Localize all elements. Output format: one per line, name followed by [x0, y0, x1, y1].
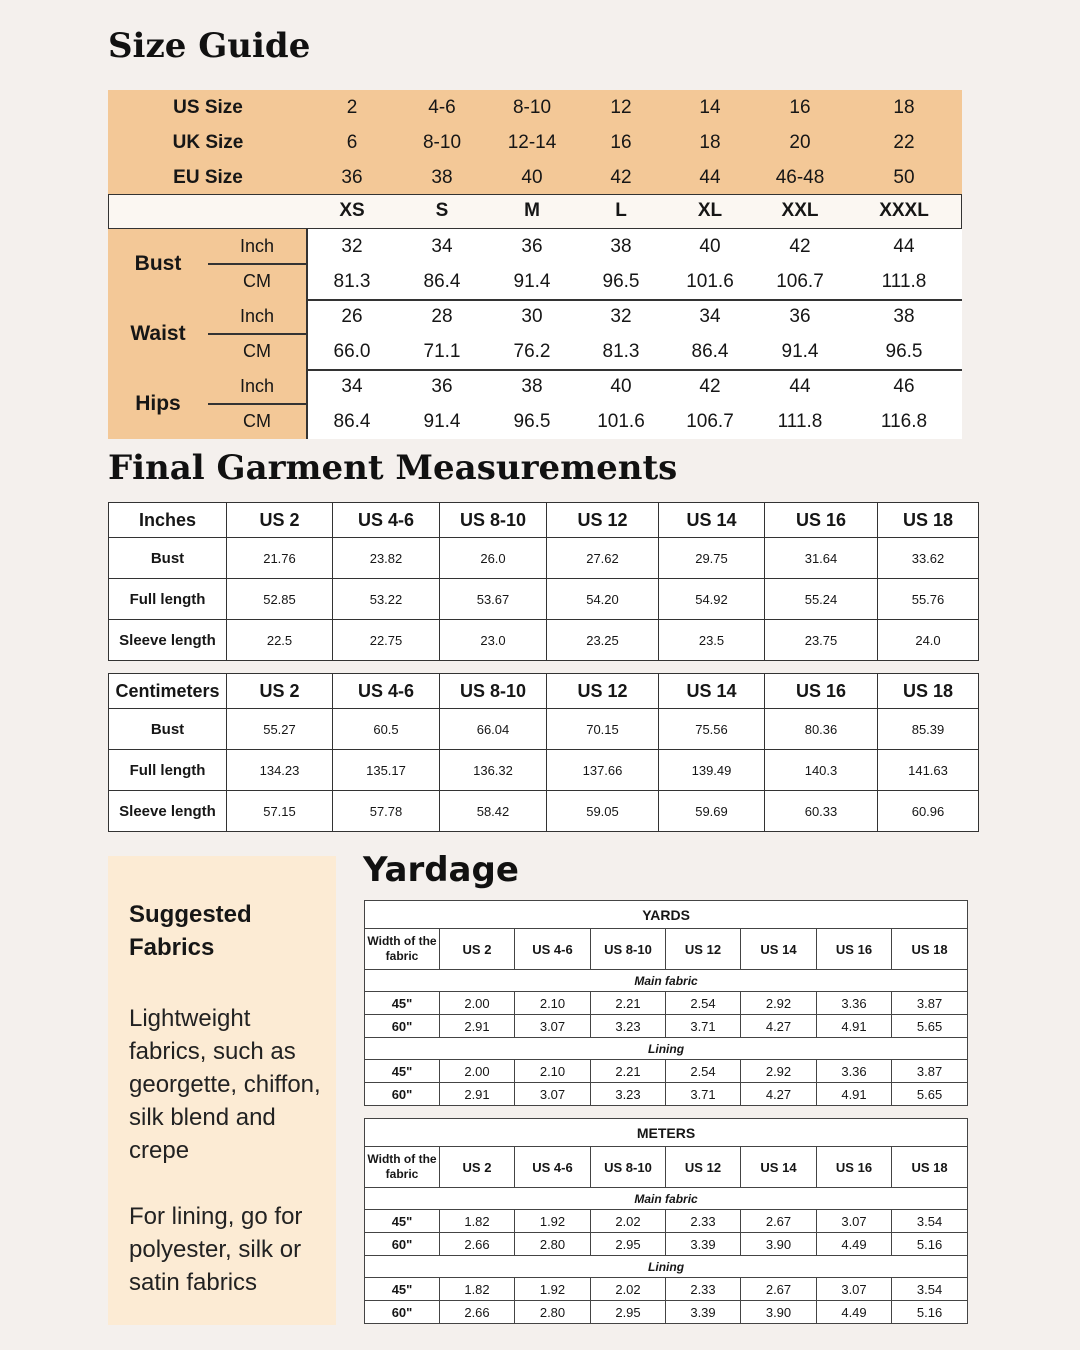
measure-value: 44	[893, 236, 915, 257]
table-cell: 27.62	[547, 538, 659, 579]
table-row	[365, 992, 968, 1015]
section-title: Lining	[365, 1038, 968, 1060]
table-row	[109, 709, 979, 750]
measure-value: 26	[341, 306, 363, 327]
table-cell: 1.82	[440, 1210, 515, 1233]
size-row	[108, 160, 962, 195]
size-column-header: US 4-6	[515, 929, 591, 970]
table-cell: 59.05	[547, 791, 659, 832]
table-cell: 5.16	[892, 1233, 968, 1256]
measure-value: 42	[789, 236, 811, 257]
table-cell: 3.54	[892, 1210, 968, 1233]
measure-value: 28	[431, 306, 453, 327]
size-cell: 12	[610, 97, 632, 118]
size-column-header: US 16	[765, 503, 878, 538]
table-cell: 22.5	[227, 620, 333, 661]
measure-value: 34	[699, 306, 721, 327]
table-cell: 3.36	[817, 1060, 892, 1083]
centimeters-table	[108, 673, 979, 832]
measure-value: 38	[610, 236, 632, 257]
measure-name: Waist	[130, 322, 186, 345]
table-cell: 59.69	[659, 791, 765, 832]
size-column-header: US 4-6	[515, 1147, 591, 1188]
table-cell: 3.23	[591, 1083, 666, 1106]
measure-value: 76.2	[513, 341, 551, 362]
size-cell: 2	[346, 97, 358, 118]
measure-value: 34	[431, 236, 453, 257]
measure-value: 42	[699, 376, 721, 397]
table-cell: 55.24	[765, 579, 878, 620]
lining-paragraph: For lining, go for polyester, silk or satin fabrics	[129, 1203, 303, 1296]
table-caption: YARDS	[365, 901, 968, 929]
yards-table	[364, 900, 968, 1106]
table-cell: 55.76	[878, 579, 979, 620]
measure-value: 96.5	[513, 411, 551, 432]
caption-row	[365, 901, 968, 929]
table-cell: 53.22	[333, 579, 440, 620]
size-guide-title: Size Guide	[108, 26, 311, 66]
measure-value: 36	[521, 236, 543, 257]
size-column-header: US 2	[227, 503, 333, 538]
table-cell: 2.80	[515, 1301, 591, 1324]
measure-value: 44	[789, 376, 811, 397]
table-cell: 26.0	[440, 538, 547, 579]
table-row	[109, 791, 979, 832]
row-label: Full length	[109, 750, 227, 791]
size-cell: 42	[610, 167, 632, 188]
table-cell: 52.85	[227, 579, 333, 620]
size-cell: 38	[431, 167, 453, 188]
size-column-header: US 16	[765, 674, 878, 709]
measure-value: 40	[610, 376, 632, 397]
size-column-header: US 18	[892, 929, 968, 970]
size-cell: 44	[699, 167, 721, 188]
suggested-fabrics-heading: Suggested Fabrics	[129, 901, 252, 961]
size-cell: 18	[893, 97, 915, 118]
table-cell: 2.33	[666, 1278, 741, 1301]
size-row	[108, 125, 962, 160]
measure-value: 111.8	[777, 411, 823, 432]
table-cell: 23.75	[765, 620, 878, 661]
table-cell: 2.95	[591, 1301, 666, 1324]
table-cell: 23.82	[333, 538, 440, 579]
table-cell: 3.07	[515, 1015, 591, 1038]
size-cell: 16	[789, 97, 811, 118]
size-column-header: US 8-10	[440, 674, 547, 709]
table-cell: 60.96	[878, 791, 979, 832]
table-cell: 2.21	[591, 992, 666, 1015]
table-cell: 2.92	[741, 992, 817, 1015]
letter-size-cell: XS	[339, 200, 365, 221]
table-row	[365, 1210, 968, 1233]
size-column-header: US 14	[741, 929, 817, 970]
table-row	[109, 750, 979, 791]
measure-value: 38	[521, 376, 543, 397]
size-column-header: US 14	[659, 674, 765, 709]
measure-label-block	[108, 369, 306, 439]
table-row	[365, 1301, 968, 1324]
size-column-header: US 8-10	[440, 503, 547, 538]
size-column-header: US 16	[817, 929, 892, 970]
table-cell: 29.75	[659, 538, 765, 579]
fabric-width-label: 60"	[365, 1233, 440, 1256]
letter-size-row	[108, 194, 962, 229]
size-cell: 22	[893, 132, 915, 153]
table-cell: 3.23	[591, 1015, 666, 1038]
table-cell: 2.10	[515, 1060, 591, 1083]
size-guide-table	[108, 90, 962, 439]
table-cell: 23.0	[440, 620, 547, 661]
unit-cm-label: CM	[243, 341, 271, 361]
table-cell: 2.91	[440, 1015, 515, 1038]
table-cell: 3.07	[817, 1210, 892, 1233]
table-cell: 5.65	[892, 1015, 968, 1038]
table-cell: 57.78	[333, 791, 440, 832]
measure-value: 32	[341, 236, 363, 257]
table-cell: 3.71	[666, 1083, 741, 1106]
measure-value: 40	[699, 236, 721, 257]
size-cell: 46-48	[775, 167, 825, 188]
table-row	[109, 538, 979, 579]
table-row	[365, 1278, 968, 1301]
measure-value: 86.4	[691, 341, 729, 362]
letter-size-cell: L	[615, 200, 627, 221]
table-row	[109, 620, 979, 661]
yardage-title: Yardage	[363, 850, 519, 890]
measure-value: 101.6	[686, 271, 734, 292]
unit-cm-label: CM	[243, 411, 271, 431]
table-cell: 24.0	[878, 620, 979, 661]
size-column-header: US 16	[817, 1147, 892, 1188]
fabric-width-label: 45"	[365, 992, 440, 1015]
row-label: Bust	[109, 709, 227, 750]
table-cell: 4.27	[741, 1083, 817, 1106]
size-cell: 40	[521, 167, 543, 188]
size-column-header: US 18	[878, 503, 979, 538]
table-cell: 3.54	[892, 1278, 968, 1301]
measure-value: 91.4	[513, 271, 551, 292]
measure-value: 32	[610, 306, 632, 327]
measure-value: 86.4	[423, 271, 461, 292]
size-column-header: US 18	[878, 674, 979, 709]
size-cell: 4-6	[428, 97, 456, 118]
fabric-width-label: 60"	[365, 1015, 440, 1038]
table-cell: 3.87	[892, 992, 968, 1015]
table-cell: 5.65	[892, 1083, 968, 1106]
table-cell: 1.82	[440, 1278, 515, 1301]
table-cell: 135.17	[333, 750, 440, 791]
table-cell: 5.16	[892, 1301, 968, 1324]
table-cell: 137.66	[547, 750, 659, 791]
table-cell: 2.66	[440, 1301, 515, 1324]
letter-size-cell: XL	[697, 200, 723, 221]
letter-size-cell: XXXL	[879, 200, 929, 221]
table-cell: 2.80	[515, 1233, 591, 1256]
measure-values	[306, 229, 962, 299]
table-cell: 60.33	[765, 791, 878, 832]
table-cell: 4.49	[817, 1301, 892, 1324]
table-cell: 3.90	[741, 1301, 817, 1324]
fabric-width-label: 45"	[365, 1210, 440, 1233]
table-cell: 2.54	[666, 992, 741, 1015]
table-cell: 134.23	[227, 750, 333, 791]
section-title: Main fabric	[365, 970, 968, 992]
table-cell: 2.00	[440, 992, 515, 1015]
size-column-header: US 14	[741, 1147, 817, 1188]
table-row	[365, 1233, 968, 1256]
unit-inch-label: Inch	[239, 306, 275, 326]
measure-value: 36	[789, 306, 811, 327]
measure-value: 81.3	[602, 341, 640, 362]
size-cell: 20	[789, 132, 811, 153]
section-row	[365, 1256, 968, 1278]
size-cell: 18	[699, 132, 721, 153]
section-title: Main fabric	[365, 1188, 968, 1210]
size-cell: 8-10	[512, 97, 552, 118]
measure-value: 38	[893, 306, 915, 327]
fabric-width-label: 45"	[365, 1060, 440, 1083]
table-cell: 2.66	[440, 1233, 515, 1256]
measure-value: 96.5	[885, 341, 923, 362]
meters-table	[364, 1118, 968, 1324]
table-cell: 54.92	[659, 579, 765, 620]
size-row-label: US Size	[173, 97, 243, 118]
size-column-header: US 14	[659, 503, 765, 538]
table-cell: 2.33	[666, 1210, 741, 1233]
size-row	[108, 90, 962, 125]
table-cell: 54.20	[547, 579, 659, 620]
measure-value: 101.6	[597, 411, 645, 432]
table-cell: 3.39	[666, 1233, 741, 1256]
table-row	[109, 579, 979, 620]
measure-name: Hips	[135, 392, 181, 415]
section-row	[365, 1038, 968, 1060]
width-of-fabric-header: Width of the fabric	[365, 929, 440, 970]
measure-value: 86.4	[333, 411, 371, 432]
table-cell: 66.04	[440, 709, 547, 750]
table-cell: 2.21	[591, 1060, 666, 1083]
section-row	[365, 1188, 968, 1210]
size-column-header: US 8-10	[591, 929, 666, 970]
fabrics-paragraph: Lightweight fabrics, such as georgette, chiffon, silk blend and crepe	[129, 1005, 321, 1164]
table-cell: 2.10	[515, 992, 591, 1015]
table-cell: 3.07	[515, 1083, 591, 1106]
fabric-width-label: 45"	[365, 1278, 440, 1301]
table-cell: 53.67	[440, 579, 547, 620]
header-row	[109, 503, 979, 538]
table-cell: 4.49	[817, 1233, 892, 1256]
table-cell: 2.02	[591, 1278, 666, 1301]
row-label: Full length	[109, 579, 227, 620]
unit-inch-label: Inch	[239, 236, 275, 256]
table-cell: 141.63	[878, 750, 979, 791]
table-row	[365, 1060, 968, 1083]
size-column-header: US 2	[227, 674, 333, 709]
measure-value: 106.7	[776, 271, 824, 292]
measure-values	[306, 369, 962, 439]
measure-value: 111.8	[881, 271, 927, 292]
table-cell: 57.15	[227, 791, 333, 832]
measure-values	[306, 299, 962, 369]
table-cell: 23.25	[547, 620, 659, 661]
size-column-header: US 4-6	[333, 674, 440, 709]
table-cell: 80.36	[765, 709, 878, 750]
measure-value: 34	[341, 376, 363, 397]
letter-size-cell: S	[435, 200, 449, 221]
header-row	[109, 674, 979, 709]
measure-value: 46	[893, 376, 915, 397]
measure-value: 66.0	[333, 341, 371, 362]
fabric-width-label: 60"	[365, 1301, 440, 1324]
table-cell: 139.49	[659, 750, 765, 791]
size-cell: 6	[346, 132, 358, 153]
size-column-header: US 2	[440, 1147, 515, 1188]
body-measurements	[108, 229, 962, 439]
header-row	[365, 929, 968, 970]
caption-row	[365, 1119, 968, 1147]
table-cell: 2.91	[440, 1083, 515, 1106]
table-cell: 2.92	[741, 1060, 817, 1083]
table-cell: 31.64	[765, 538, 878, 579]
size-column-header: US 8-10	[591, 1147, 666, 1188]
measure-label-block	[108, 229, 306, 299]
header-row	[365, 1147, 968, 1188]
table-cell: 136.32	[440, 750, 547, 791]
row-label: Sleeve length	[109, 791, 227, 832]
corner-header: Centimeters	[109, 674, 227, 709]
table-cell: 4.27	[741, 1015, 817, 1038]
table-cell: 55.27	[227, 709, 333, 750]
measure-value: 106.7	[686, 411, 734, 432]
table-row	[365, 1015, 968, 1038]
size-column-header: US 12	[666, 929, 741, 970]
size-column-header: US 18	[892, 1147, 968, 1188]
table-cell: 1.92	[515, 1278, 591, 1301]
section-title: Lining	[365, 1256, 968, 1278]
size-cell: 14	[699, 97, 721, 118]
measure-value: 91.4	[781, 341, 819, 362]
table-cell: 2.54	[666, 1060, 741, 1083]
table-cell: 2.67	[741, 1278, 817, 1301]
table-cell: 2.02	[591, 1210, 666, 1233]
table-cell: 2.67	[741, 1210, 817, 1233]
size-cell: 36	[341, 167, 363, 188]
row-label: Sleeve length	[109, 620, 227, 661]
table-cell: 4.91	[817, 1083, 892, 1106]
measure-value: 116.8	[880, 411, 928, 432]
letter-size-cell: XXL	[781, 200, 819, 221]
measure-name: Bust	[134, 252, 182, 275]
section-row	[365, 970, 968, 992]
row-label: Bust	[109, 538, 227, 579]
measure-value: 30	[521, 306, 543, 327]
size-cell: 16	[610, 132, 632, 153]
measure-value: 96.5	[602, 271, 640, 292]
final-measurements-title: Final Garment Measurements	[108, 448, 678, 488]
table-cell: 58.42	[440, 791, 547, 832]
measure-value: 91.4	[423, 411, 461, 432]
table-cell: 85.39	[878, 709, 979, 750]
fabric-width-label: 60"	[365, 1083, 440, 1106]
unit-cm-label: CM	[243, 271, 271, 291]
table-cell: 3.87	[892, 1060, 968, 1083]
size-column-header: US 2	[440, 929, 515, 970]
size-cell: 8-10	[422, 132, 462, 153]
measure-value: 81.3	[333, 271, 371, 292]
width-of-fabric-header: Width of the fabric	[365, 1147, 440, 1188]
table-cell: 60.5	[333, 709, 440, 750]
table-cell: 70.15	[547, 709, 659, 750]
inches-table	[108, 502, 979, 661]
table-cell: 3.36	[817, 992, 892, 1015]
measure-label-block	[108, 299, 306, 369]
table-cell: 3.90	[741, 1233, 817, 1256]
unit-inch-label: Inch	[239, 376, 275, 396]
table-cell: 75.56	[659, 709, 765, 750]
measure-value: 71.1	[423, 341, 461, 362]
table-cell: 4.91	[817, 1015, 892, 1038]
measure-value: 36	[431, 376, 453, 397]
table-cell: 23.5	[659, 620, 765, 661]
letter-size-cell: M	[524, 200, 540, 221]
size-conversion-header	[108, 90, 962, 194]
size-column-header: US 12	[547, 674, 659, 709]
size-row-label: EU Size	[173, 167, 243, 188]
corner-header: Inches	[109, 503, 227, 538]
table-cell: 3.07	[817, 1278, 892, 1301]
table-cell: 2.00	[440, 1060, 515, 1083]
table-cell: 3.71	[666, 1015, 741, 1038]
table-cell: 1.92	[515, 1210, 591, 1233]
size-cell: 50	[893, 167, 915, 188]
table-cell: 3.39	[666, 1301, 741, 1324]
table-cell: 22.75	[333, 620, 440, 661]
table-caption: METERS	[365, 1119, 968, 1147]
table-row	[365, 1083, 968, 1106]
size-row-label: UK Size	[172, 132, 244, 153]
table-cell: 2.95	[591, 1233, 666, 1256]
size-column-header: US 4-6	[333, 503, 440, 538]
table-cell: 33.62	[878, 538, 979, 579]
table-cell: 140.3	[765, 750, 878, 791]
size-column-header: US 12	[547, 503, 659, 538]
size-cell: 12-14	[507, 132, 557, 153]
size-column-header: US 12	[666, 1147, 741, 1188]
suggested-fabrics-panel	[108, 856, 336, 1325]
table-cell: 21.76	[227, 538, 333, 579]
